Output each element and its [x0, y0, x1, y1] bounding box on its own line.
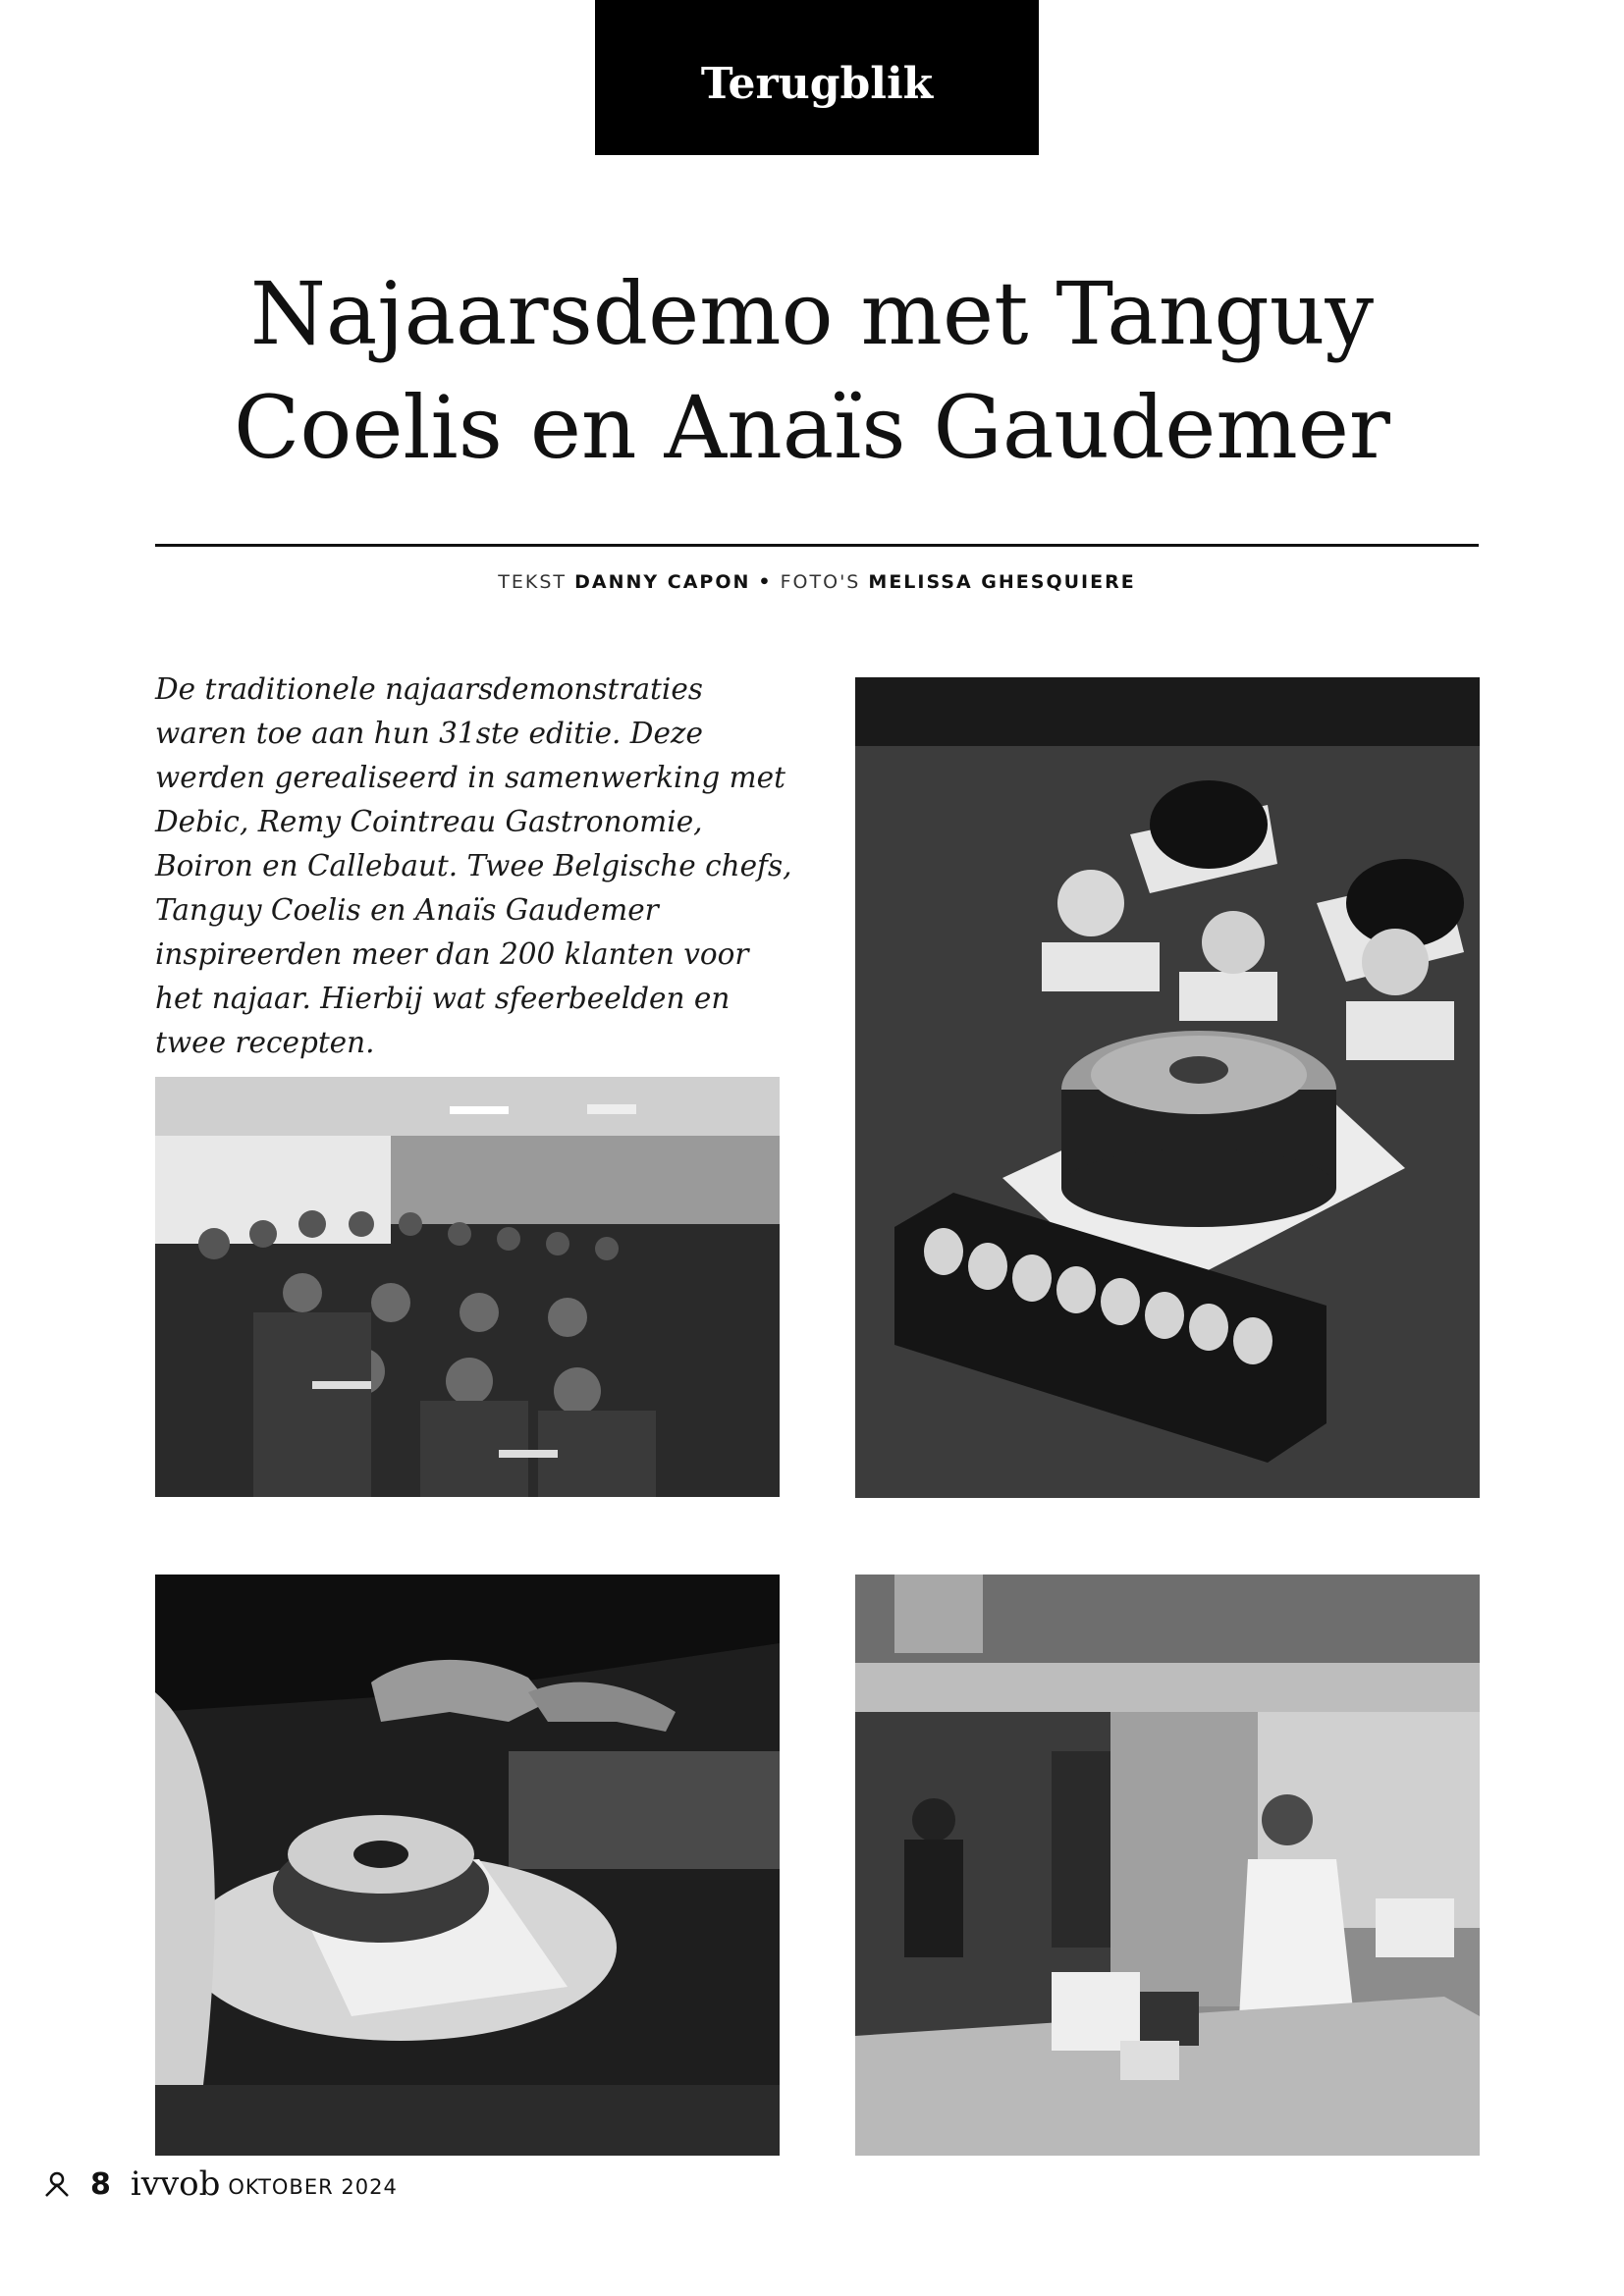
page-number: 8	[90, 2166, 111, 2202]
article-credits	[155, 571, 1479, 593]
text-credit-label: TEKST	[498, 571, 568, 593]
credit-separator: •	[758, 571, 773, 593]
ivvob-logo-icon	[43, 2170, 71, 2198]
photo-audience	[155, 1077, 780, 1497]
publication-brand: ivvob	[130, 2164, 221, 2204]
photo-pastries	[855, 677, 1480, 1498]
photo-chef-kitchen	[855, 1575, 1480, 2156]
page-title: Najaarsdemo met Tanguy Coelis en Anaïs Gaudemer	[234, 263, 1390, 478]
article-intro: De traditionele najaarsdemonstraties waren toe aan hun 31ste editie. Deze werden gerealiseerd in samenwerking met Debic, Remy Cointreau Gastronomie, Boiron en Callebaut. Twee Belgische chefs, Tanguy Coelis en Anaïs Gaudemer inspireerden meer dan 200 klanten voor het najaar. Hierbij wat sfeerbeelden en twee recepten.	[155, 672, 792, 1059]
photo-credit-label: FOTO'S	[780, 571, 861, 593]
page-footer	[43, 2164, 398, 2204]
photo-cake-hands	[155, 1575, 780, 2156]
author-name: DANNY CAPON	[574, 571, 751, 593]
photographer-name: MELISSA GHESQUIERE	[868, 571, 1136, 593]
issue-date: OKTOBER 2024	[228, 2175, 398, 2199]
section-label: Terugblik	[595, 0, 1039, 155]
title-divider	[155, 544, 1479, 547]
